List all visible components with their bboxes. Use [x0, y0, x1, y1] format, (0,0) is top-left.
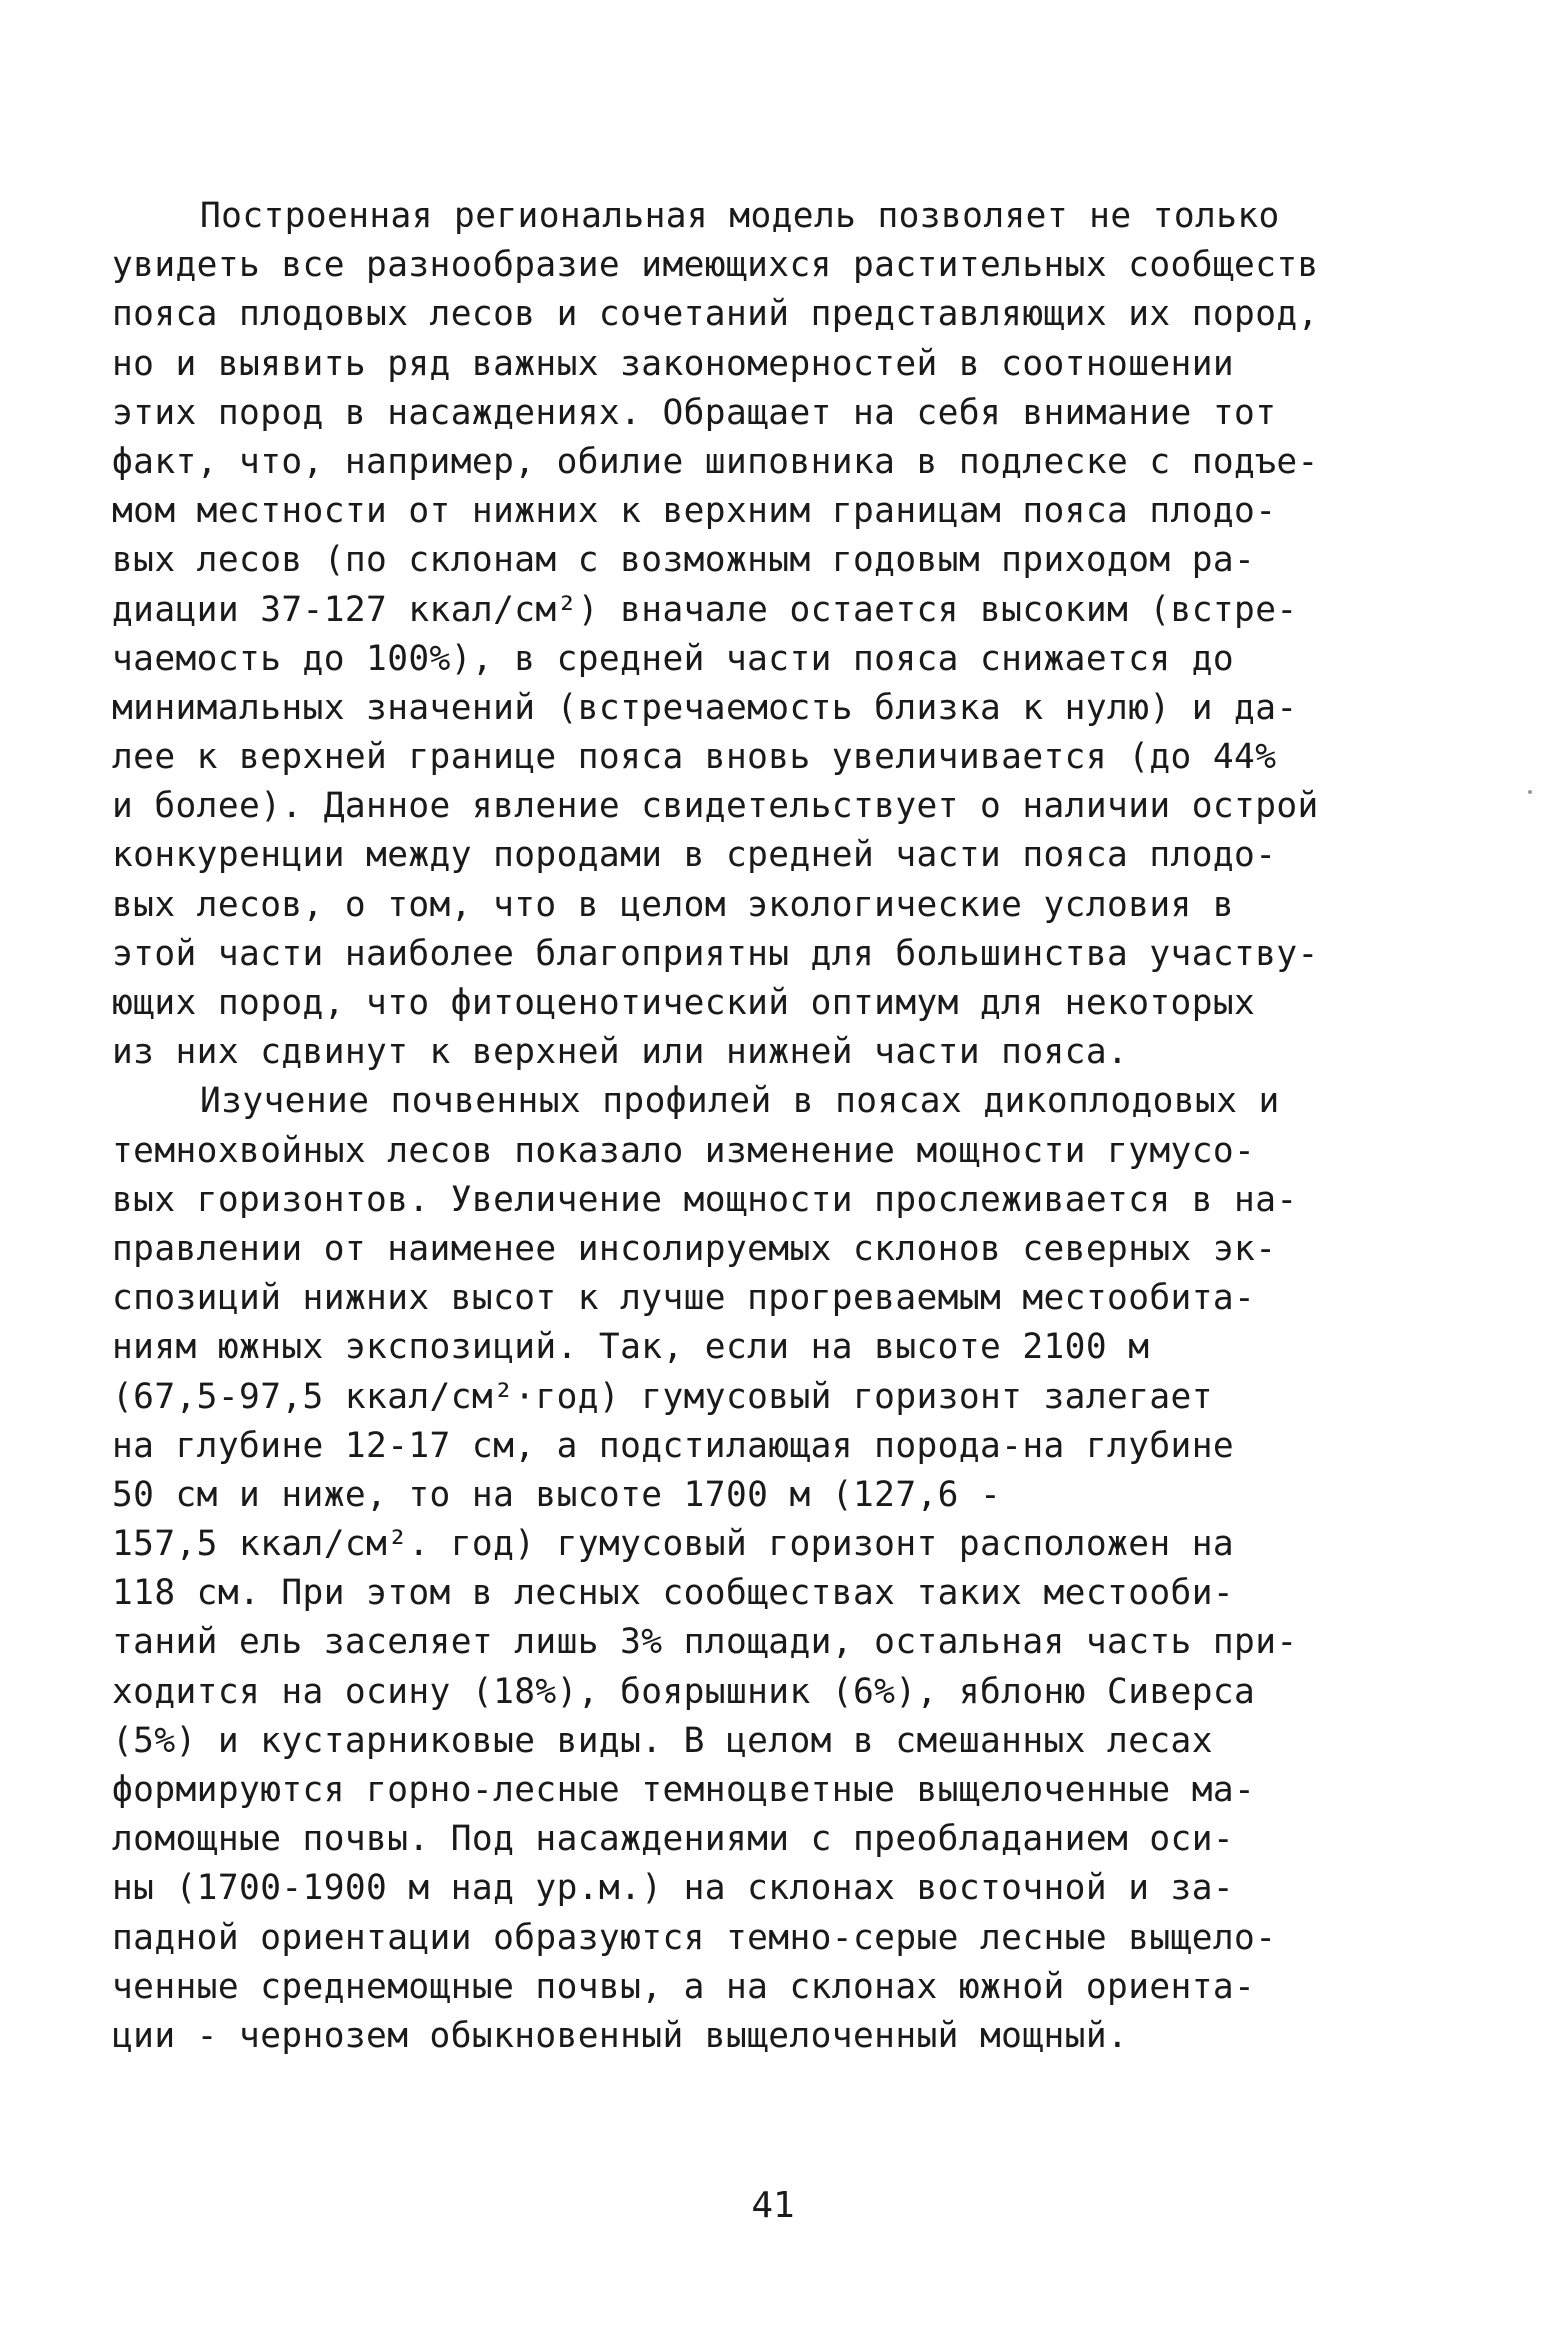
text-line: минимальных значений (встречаемость близка к нулю) и да-: [112, 687, 1298, 728]
text-line: и более). Данное явление свидетельствует о наличии острой: [112, 786, 1319, 827]
text-line: спозиций нижних высот к лучше прогреваемым местообита-: [112, 1278, 1256, 1319]
text-line: (67,5-97,5 ккал/см²·год) гумусовый горизонт залегает: [112, 1376, 1213, 1417]
text-line: ющих пород, что фитоценотический оптимум для некоторых: [112, 983, 1256, 1023]
scan-speck: [1528, 790, 1532, 794]
text-line: ченные среднемощные почвы, а на склонах южной ориента-: [112, 1966, 1256, 2007]
text-line: падной ориентации образуются темно-серые лесные выщело-: [112, 1917, 1277, 1958]
text-line: лее к верхней границе пояса вновь увеличивается (до 44%: [112, 737, 1277, 778]
text-line: на глубине 12-17 см, а подстилающая порода-на глубине: [112, 1425, 1235, 1466]
text-line: (5%) и кустарниковые виды. В целом в смешанных лесах: [112, 1720, 1213, 1761]
text-line: Построенная региональная модель позволяет не только: [200, 196, 1280, 236]
text-line: увидеть все разнообразие имеющихся растительных сообществ: [112, 245, 1319, 286]
text-line: но и выявить ряд важных закономерностей в соотношении: [112, 343, 1235, 384]
paragraph-1: [112, 192, 1452, 1077]
text-line: факт, что, например, обилие шиповника в подлеске с подъе-: [112, 441, 1319, 482]
text-line: этих пород в насаждениях. Обращает на себя внимание тот: [112, 392, 1277, 433]
text-line: 118 см. При этом в лесных сообществах таких местооби-: [112, 1573, 1235, 1614]
text-line: мом местности от нижних к верхним границам пояса плодо-: [112, 491, 1277, 532]
text-line: ходится на осину (18%), боярышник (6%), яблоню Сиверса: [112, 1671, 1256, 1712]
text-line: конкуренции между породами в средней части пояса плодо-: [112, 835, 1277, 876]
text-line: 157,5 ккал/см². год) гумусовый горизонт расположен на: [112, 1524, 1235, 1565]
text-line: ны (1700-1900 м над ур.м.) на склонах восточной и за-: [112, 1868, 1235, 1909]
text-line: вых лесов (по склонам с возможным годовым приходом ра-: [112, 540, 1256, 581]
page-number: 41: [751, 2185, 795, 2226]
text-line: диации 37-127 ккал/см²) вначале остается высоким (встре-: [112, 589, 1298, 630]
paragraph-2: [112, 1077, 1452, 2061]
text-line: вых лесов, о том, что в целом экологические условия в: [112, 884, 1235, 925]
text-line: из них сдвинут к верхней или нижней части пояса.: [112, 1032, 1129, 1073]
text-line: ниям южных экспозиций. Так, если на высоте 2100 м: [112, 1327, 1150, 1368]
text-line: таний ель заселяет лишь 3% площади, остальная часть при-: [112, 1622, 1298, 1663]
text-line: Изучение почвенных профилей в поясах дикоплодовых и: [200, 1081, 1280, 1122]
text-line: формируются горно-лесные темноцветные выщелоченные ма-: [112, 1770, 1256, 1810]
text-line: темнохвойных лесов показало изменение мощности гумусо-: [112, 1130, 1256, 1171]
body-text: [112, 192, 1452, 2061]
text-line: ломощные почвы. Под насаждениями с преобладанием оси-: [112, 1819, 1235, 1860]
text-line: чаемость до 100%), в средней части пояса снижается до: [112, 638, 1235, 679]
text-line: вых горизонтов. Увеличение мощности прослеживается в на-: [112, 1179, 1298, 1220]
text-line: этой части наиболее благоприятны для большинства участву-: [112, 933, 1319, 974]
text-line: пояса плодовых лесов и сочетаний представляющих их пород,: [112, 294, 1319, 335]
text-line: 50 см и ниже, то на высоте 1700 м (127,6 -: [112, 1474, 1002, 1515]
text-line: правлении от наименее инсолируемых склонов северных эк-: [112, 1228, 1277, 1269]
text-line: ции - чернозем обыкновенный выщелоченный мощный.: [112, 2015, 1129, 2056]
